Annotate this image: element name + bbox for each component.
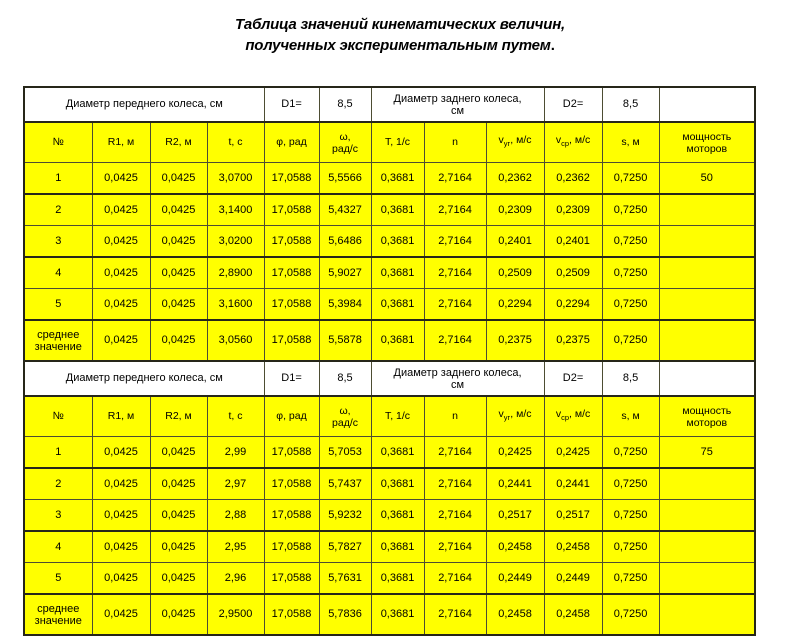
cell-motor-power: 50	[659, 163, 755, 195]
cell-omega: 5,7827	[319, 531, 371, 563]
cell-period: 0,3681	[371, 531, 424, 563]
column-header-row	[24, 122, 755, 163]
cell-phi: 17,0588	[264, 531, 319, 563]
cell-omega: 5,4327	[319, 194, 371, 226]
cell-period: 0,3681	[371, 226, 424, 258]
cell-phi: 17,0588	[264, 563, 319, 595]
average-r1: 0,0425	[92, 594, 150, 635]
d2-value: 8,5	[602, 361, 659, 396]
cell-num: 4	[24, 531, 92, 563]
cell-n: 2,7164	[424, 226, 486, 258]
header-s: s, м	[602, 396, 659, 437]
cell-omega: 5,6486	[319, 226, 371, 258]
table-row	[24, 531, 755, 563]
cell-r1: 0,0425	[92, 226, 150, 258]
header-period: T, 1/с	[371, 396, 424, 437]
cell-s: 0,7250	[602, 468, 659, 500]
cell-r2: 0,0425	[150, 194, 207, 226]
rear-wheel-diameter-label: Диаметр заднего колеса, см	[371, 361, 544, 396]
cell-r2: 0,0425	[150, 163, 207, 195]
header-s: s, м	[602, 122, 659, 163]
cell-v-average: 0,2401	[544, 226, 602, 258]
table-row	[24, 163, 755, 195]
header-v-average: $v_{ср}$, м/с	[544, 396, 602, 437]
cell-phi: 17,0588	[264, 289, 319, 321]
average-v-angular: 0,2458	[486, 594, 544, 635]
average-omega: 5,5878	[319, 320, 371, 361]
cell-omega: 5,5566	[319, 163, 371, 195]
d1-value: 8,5	[319, 361, 371, 396]
cell-t: 2,99	[207, 437, 264, 469]
average-motor-power	[659, 594, 755, 635]
d2-label: D2=	[544, 87, 602, 122]
average-motor-power	[659, 320, 755, 361]
cell-v-angular: 0,2425	[486, 437, 544, 469]
cell-n: 2,7164	[424, 531, 486, 563]
average-v-angular: 0,2375	[486, 320, 544, 361]
cell-s: 0,7250	[602, 437, 659, 469]
cell-num: 1	[24, 437, 92, 469]
header-v-angular: $v_{уг}$, м/с	[486, 396, 544, 437]
cell-v-angular: 0,2362	[486, 163, 544, 195]
cell-r1: 0,0425	[92, 289, 150, 321]
page-title-line-2-text: полученных экспериментальным путем	[245, 37, 551, 54]
cell-motor-power	[659, 531, 755, 563]
average-period: 0,3681	[371, 594, 424, 635]
cell-n: 2,7164	[424, 257, 486, 289]
cell-t: 2,96	[207, 563, 264, 595]
d1-label: D1=	[264, 87, 319, 122]
average-row	[24, 594, 755, 635]
header-t: t, с	[207, 122, 264, 163]
cell-r1: 0,0425	[92, 500, 150, 532]
cell-n: 2,7164	[424, 194, 486, 226]
cell-omega: 5,3984	[319, 289, 371, 321]
cell-s: 0,7250	[602, 226, 659, 258]
d2-value: 8,5	[602, 87, 659, 122]
cell-phi: 17,0588	[264, 437, 319, 469]
cell-v-average: 0,2441	[544, 468, 602, 500]
cell-s: 0,7250	[602, 163, 659, 195]
cell-motor-power	[659, 226, 755, 258]
cell-omega: 5,7631	[319, 563, 371, 595]
cell-motor-power	[659, 289, 755, 321]
average-phi: 17,0588	[264, 320, 319, 361]
cell-r2: 0,0425	[150, 563, 207, 595]
cell-phi: 17,0588	[264, 194, 319, 226]
header-n: n	[424, 122, 486, 163]
cell-period: 0,3681	[371, 500, 424, 532]
cell-phi: 17,0588	[264, 226, 319, 258]
cell-v-angular: 0,2458	[486, 531, 544, 563]
cell-period: 0,3681	[371, 163, 424, 195]
header-period: T, 1/с	[371, 122, 424, 163]
cell-s: 0,7250	[602, 194, 659, 226]
band-empty-cell	[659, 361, 755, 396]
kinematics-table-body	[24, 87, 755, 635]
wheel-diameter-band-row	[24, 361, 755, 396]
cell-t: 3,0700	[207, 163, 264, 195]
cell-r2: 0,0425	[150, 226, 207, 258]
cell-t: 2,88	[207, 500, 264, 532]
cell-v-angular: 0,2517	[486, 500, 544, 532]
cell-v-angular: 0,2441	[486, 468, 544, 500]
cell-v-average: 0,2517	[544, 500, 602, 532]
table-row	[24, 194, 755, 226]
cell-r1: 0,0425	[92, 194, 150, 226]
cell-num: 3	[24, 500, 92, 532]
header-phi: φ, рад	[264, 396, 319, 437]
cell-n: 2,7164	[424, 289, 486, 321]
cell-period: 0,3681	[371, 563, 424, 595]
cell-omega: 5,9027	[319, 257, 371, 289]
table-row	[24, 437, 755, 469]
table-row	[24, 226, 755, 258]
cell-phi: 17,0588	[264, 163, 319, 195]
cell-phi: 17,0588	[264, 500, 319, 532]
cell-n: 2,7164	[424, 163, 486, 195]
front-wheel-diameter-label: Диаметр переднего колеса, см	[24, 361, 264, 396]
cell-num: 5	[24, 563, 92, 595]
cell-r2: 0,0425	[150, 289, 207, 321]
average-r2: 0,0425	[150, 594, 207, 635]
table-row	[24, 257, 755, 289]
header-t: t, с	[207, 396, 264, 437]
average-phi: 17,0588	[264, 594, 319, 635]
cell-v-angular: 0,2309	[486, 194, 544, 226]
d1-value: 8,5	[319, 87, 371, 122]
cell-r2: 0,0425	[150, 531, 207, 563]
cell-v-angular: 0,2449	[486, 563, 544, 595]
cell-v-average: 0,2362	[544, 163, 602, 195]
header-v-angular: $v_{уг}$, м/с	[486, 122, 544, 163]
average-v-average: 0,2458	[544, 594, 602, 635]
cell-period: 0,3681	[371, 289, 424, 321]
average-s: 0,7250	[602, 594, 659, 635]
cell-t: 3,1600	[207, 289, 264, 321]
table-row	[24, 468, 755, 500]
d2-label: D2=	[544, 361, 602, 396]
cell-num: 5	[24, 289, 92, 321]
average-r1: 0,0425	[92, 320, 150, 361]
average-period: 0,3681	[371, 320, 424, 361]
band-empty-cell	[659, 87, 755, 122]
cell-s: 0,7250	[602, 289, 659, 321]
cell-motor-power	[659, 468, 755, 500]
cell-v-angular: 0,2401	[486, 226, 544, 258]
cell-motor-power	[659, 500, 755, 532]
header-r1: R1, м	[92, 396, 150, 437]
average-label: среднее значение	[24, 594, 92, 635]
cell-motor-power	[659, 194, 755, 226]
header-v-average: $v_{ср}$, м/с	[544, 122, 602, 163]
kinematics-tables	[23, 86, 754, 636]
cell-n: 2,7164	[424, 468, 486, 500]
column-header-row	[24, 396, 755, 437]
rear-wheel-diameter-label: Диаметр заднего колеса, см	[371, 87, 544, 122]
cell-r1: 0,0425	[92, 531, 150, 563]
kinematics-table	[23, 86, 756, 636]
cell-v-average: 0,2458	[544, 531, 602, 563]
cell-t: 3,0200	[207, 226, 264, 258]
cell-v-angular: 0,2509	[486, 257, 544, 289]
average-label: среднее значение	[24, 320, 92, 361]
cell-n: 2,7164	[424, 563, 486, 595]
header-omega: ω, рад/с	[319, 396, 371, 437]
cell-period: 0,3681	[371, 437, 424, 469]
cell-s: 0,7250	[602, 500, 659, 532]
header-n: n	[424, 396, 486, 437]
cell-r1: 0,0425	[92, 163, 150, 195]
cell-v-average: 0,2509	[544, 257, 602, 289]
cell-num: 3	[24, 226, 92, 258]
cell-v-average: 0,2309	[544, 194, 602, 226]
cell-r2: 0,0425	[150, 257, 207, 289]
cell-r1: 0,0425	[92, 257, 150, 289]
cell-v-average: 0,2449	[544, 563, 602, 595]
average-omega: 5,7836	[319, 594, 371, 635]
cell-v-angular: 0,2294	[486, 289, 544, 321]
average-t: 3,0560	[207, 320, 264, 361]
average-n: 2,7164	[424, 320, 486, 361]
cell-num: 2	[24, 194, 92, 226]
cell-omega: 5,7437	[319, 468, 371, 500]
cell-period: 0,3681	[371, 194, 424, 226]
table-row	[24, 500, 755, 532]
cell-motor-power	[659, 563, 755, 595]
cell-motor-power	[659, 257, 755, 289]
cell-r1: 0,0425	[92, 563, 150, 595]
cell-r1: 0,0425	[92, 468, 150, 500]
cell-t: 2,95	[207, 531, 264, 563]
cell-s: 0,7250	[602, 563, 659, 595]
cell-phi: 17,0588	[264, 257, 319, 289]
average-n: 2,7164	[424, 594, 486, 635]
header-r2: R2, м	[150, 396, 207, 437]
average-v-average: 0,2375	[544, 320, 602, 361]
header-num: №	[24, 396, 92, 437]
header-omega: ω, рад/с	[319, 122, 371, 163]
cell-omega: 5,9232	[319, 500, 371, 532]
table-row	[24, 563, 755, 595]
cell-s: 0,7250	[602, 257, 659, 289]
cell-num: 2	[24, 468, 92, 500]
header-motor-power: мощность моторов	[659, 396, 755, 437]
cell-n: 2,7164	[424, 437, 486, 469]
average-r2: 0,0425	[150, 320, 207, 361]
cell-period: 0,3681	[371, 257, 424, 289]
cell-n: 2,7164	[424, 500, 486, 532]
cell-num: 1	[24, 163, 92, 195]
table-row	[24, 289, 755, 321]
page-title-period: .	[550, 37, 555, 54]
cell-v-average: 0,2294	[544, 289, 602, 321]
cell-period: 0,3681	[371, 468, 424, 500]
cell-t: 3,1400	[207, 194, 264, 226]
front-wheel-diameter-label: Диаметр переднего колеса, см	[24, 87, 264, 122]
cell-v-average: 0,2425	[544, 437, 602, 469]
average-s: 0,7250	[602, 320, 659, 361]
cell-t: 2,8900	[207, 257, 264, 289]
header-phi: φ, рад	[264, 122, 319, 163]
cell-r2: 0,0425	[150, 437, 207, 469]
cell-t: 2,97	[207, 468, 264, 500]
page-title-line-1: Таблица значений кинематических величин,	[234, 16, 566, 33]
d1-label: D1=	[264, 361, 319, 396]
average-t: 2,9500	[207, 594, 264, 635]
header-r2: R2, м	[150, 122, 207, 163]
cell-s: 0,7250	[602, 531, 659, 563]
cell-motor-power: 75	[659, 437, 755, 469]
header-r1: R1, м	[92, 122, 150, 163]
average-row	[24, 320, 755, 361]
page-title-line-2	[0, 35, 800, 56]
cell-r2: 0,0425	[150, 500, 207, 532]
cell-num: 4	[24, 257, 92, 289]
cell-phi: 17,0588	[264, 468, 319, 500]
page-title	[0, 0, 800, 56]
header-motor-power: мощность моторов	[659, 122, 755, 163]
header-num: №	[24, 122, 92, 163]
wheel-diameter-band-row	[24, 87, 755, 122]
cell-r2: 0,0425	[150, 468, 207, 500]
cell-omega: 5,7053	[319, 437, 371, 469]
cell-r1: 0,0425	[92, 437, 150, 469]
